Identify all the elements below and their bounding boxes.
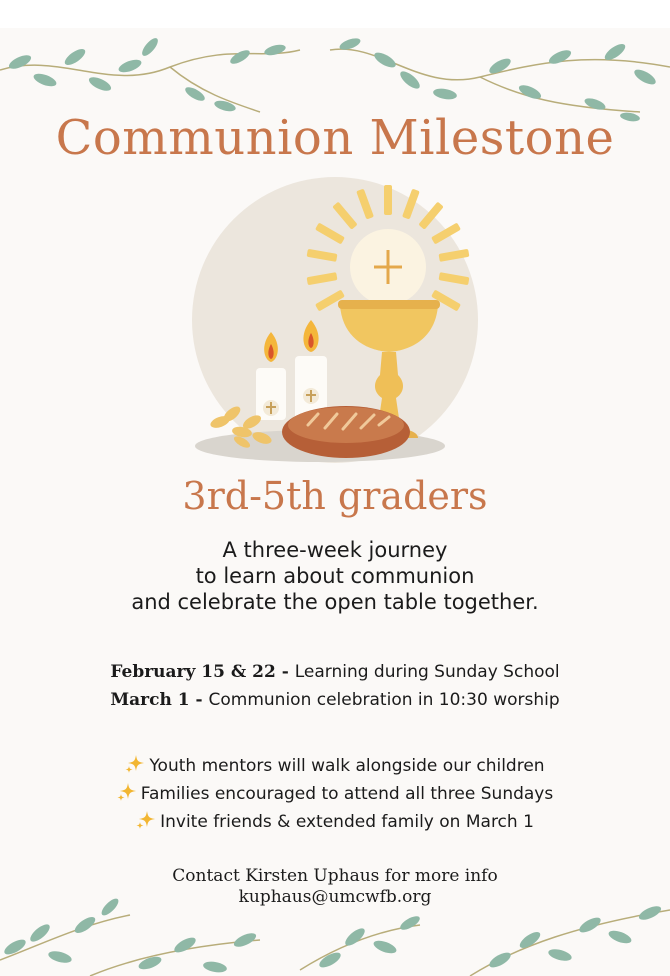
notes-list (0, 752, 670, 836)
sparkles-icon (117, 782, 137, 802)
note-item (0, 752, 670, 780)
note-item (0, 808, 670, 836)
schedule-date: February 15 & 22 (110, 662, 276, 682)
intro-line: A three-week journey (222, 538, 448, 562)
contact-line: Contact Kirsten Uphaus for more info (172, 866, 498, 886)
schedule-separator: - (275, 662, 295, 682)
sparkles-icon (125, 754, 145, 774)
schedule-text: Learning during Sunday School (294, 662, 560, 682)
bottom-vine-decoration (0, 885, 670, 976)
intro-text (0, 537, 670, 615)
page-title: Communion Milestone (55, 110, 615, 166)
schedule-separator: - (189, 690, 209, 710)
communion-chalice-bread-candles-icon (190, 170, 490, 470)
schedule-date: March 1 (110, 690, 190, 710)
top-vine-decoration (0, 22, 670, 122)
audience-subtitle: 3rd-5th graders (182, 474, 488, 518)
schedule (0, 658, 670, 714)
intro-line: to learn about communion (195, 564, 475, 588)
note-text: Families encouraged to attend all three Sundays (140, 784, 554, 804)
schedule-text: Communion celebration in 10:30 worship (208, 690, 560, 710)
note-text: Invite friends & extended family on March 1 (160, 812, 534, 832)
note-text: Youth mentors will walk alongside our children (149, 756, 545, 776)
contact-email[interactable]: kuphaus@umcwfb.org (238, 887, 432, 907)
intro-line: and celebrate the open table together. (131, 590, 539, 614)
sparkles-icon (136, 810, 156, 830)
schedule-row (0, 686, 670, 714)
schedule-row (0, 658, 670, 686)
note-item (0, 780, 670, 808)
